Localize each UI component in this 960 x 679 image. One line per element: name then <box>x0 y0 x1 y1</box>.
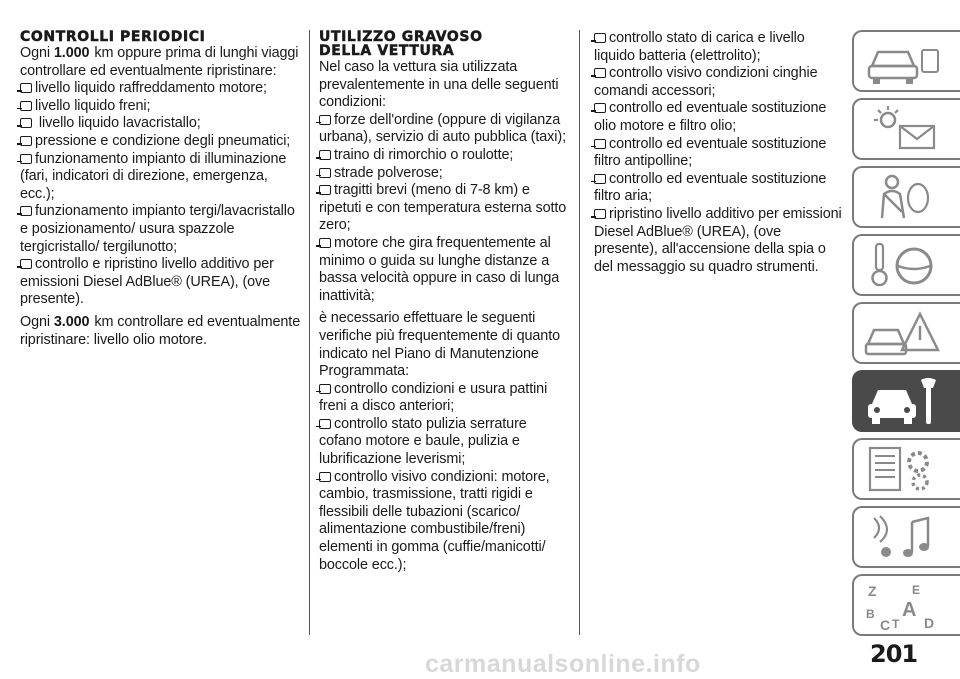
list-item: strade polverose; <box>319 165 571 183</box>
outro-paragraph: Ogni 3.000 km controllare ed eventualmente ripristinare: livello olio motore. <box>20 313 301 348</box>
list-item: ripristino livello additivo per emissioni Diesel AdBlue® (UREA), (ove presente), all'accensione della spia o del messaggio su quadro strumenti. <box>594 205 842 275</box>
check-bullet-icon <box>319 168 331 178</box>
index-letter: B <box>866 607 875 621</box>
list-item: livello liquido lavacristallo; <box>20 115 302 133</box>
intro-paragraph: Ogni 1.000 km oppure prima di lunghi viaggi controllare ed eventualmente ripristinare: <box>20 45 299 79</box>
index-letter: A <box>902 599 917 621</box>
index-letter: E <box>912 583 921 597</box>
car-wrench-icon <box>864 376 944 428</box>
list-item: controllo stato di carica e livello liquido batteria (elettrolito); <box>594 30 805 64</box>
tab-starting-driving[interactable] <box>852 234 960 296</box>
column-utilizzo-gravoso <box>319 30 571 574</box>
index-letter: C <box>880 617 891 632</box>
check-bullet-icon <box>594 174 606 184</box>
column-divider <box>579 30 580 635</box>
tab-technical-data[interactable] <box>852 438 960 500</box>
tab-maintenance[interactable] <box>852 370 960 432</box>
watermark: carmanualsonline.info <box>425 650 701 678</box>
check-bullet-icon <box>594 33 606 43</box>
check-bullet-icon <box>319 384 331 394</box>
list-item: controllo ed eventuale sostituzione filtro aria; <box>594 170 827 205</box>
seatbelt-airbag-icon <box>864 172 944 224</box>
check-bullet-icon <box>20 83 32 93</box>
check-bullet-icon <box>319 472 331 482</box>
list-item: traino di rimorchio o roulotte; <box>319 147 571 165</box>
list-item: controllo ed eventuale sostituzione filtro antipolline; <box>594 135 827 170</box>
list-item: controllo e ripristino livello additivo per emissioni Diesel AdBlue® (UREA), (ove presente). <box>20 256 274 308</box>
conditions-list <box>319 112 571 306</box>
list-item: controllo visivo condizioni: motore, cambio, trasmissione, tratti rigidi e flessibili delle tubazioni (scarico/ alimentazione combustibile/freni) elementi in gomma (cuffie/manicotti/ boccole ecc.); <box>319 468 550 573</box>
alphabet-index-icon <box>864 580 944 632</box>
list-item: pressione e condizione degli pneumatici; <box>20 133 302 151</box>
tab-vehicle-overview[interactable] <box>852 30 960 92</box>
list-item: forze dell'ordine (oppure di vigilanza urbana), servizio di auto pubblica (taxi); <box>319 111 566 146</box>
intro-paragraph: Nel caso la vettura sia utilizzata prevalentemente in una delle seguenti condizioni: <box>319 59 559 111</box>
check-bullet-icon <box>319 419 331 429</box>
check-bullet-icon <box>20 101 32 111</box>
section-heading: UTILIZZO GRAVOSO DELLA VETTURA <box>319 29 483 59</box>
check-bullet-icon <box>594 209 606 219</box>
check-bullet-icon <box>20 118 32 128</box>
list-item: controllo visivo condizioni cinghie comandi accessori; <box>594 65 818 99</box>
check-bullet-icon <box>594 139 606 149</box>
wireless-music-icon <box>864 512 944 564</box>
sun-envelope-icon <box>864 104 944 156</box>
tab-multimedia[interactable] <box>852 506 960 568</box>
list-item: livello liquido freni; <box>20 98 302 116</box>
tab-index[interactable] <box>852 574 960 636</box>
list-item: controllo ed eventuale sostituzione olio motore e filtro olio; <box>594 100 827 134</box>
checks-list <box>319 381 571 575</box>
list-item: motore che gira frequentemente al minimo o guida su lunghe distanze a bassa velocità oppure in caso di lunga inattività; <box>319 234 560 304</box>
list-item: controllo stato pulizia serrature cofano motore e baule, pulizia e lubrificazione leverismi; <box>319 415 527 468</box>
check-bullet-icon <box>20 136 32 146</box>
check-bullet-icon <box>594 103 606 113</box>
checklist <box>20 80 302 309</box>
check-bullet-icon <box>594 68 606 78</box>
car-warning-triangle-icon <box>864 308 944 360</box>
car-front-icon <box>864 36 944 88</box>
check-bullet-icon <box>319 185 331 195</box>
column-controlli-periodici <box>20 30 302 349</box>
index-letter: T <box>892 617 900 631</box>
tab-warning-lights[interactable] <box>852 98 960 160</box>
check-bullet-icon <box>319 238 331 248</box>
list-item: controllo condizioni e usura pattini freni a disco anteriori; <box>319 380 548 415</box>
list-item: funzionamento impianto tergi/lavacristallo e posizionamento/ usura spazzole tergicristallo/ tergilunotto; <box>20 203 295 255</box>
index-letter: D <box>924 615 935 631</box>
list-item: funzionamento impianto di illuminazione (fari, indicatori di direzione, emergenza, ecc.); <box>20 150 287 202</box>
document-gear-icon <box>864 444 944 496</box>
page-number: 201 <box>870 640 918 668</box>
section-heading: CONTROLLI PERIODICI <box>20 29 206 45</box>
check-bullet-icon <box>319 150 331 160</box>
check-bullet-icon <box>20 154 32 164</box>
column-divider <box>309 30 310 635</box>
middle-paragraph: è necessario effettuare le seguenti verifiche più frequentemente di quanto indicato nel Piano di Manutenzione Programmata: <box>319 310 561 380</box>
column-continued-checks <box>594 30 844 276</box>
tab-safety[interactable] <box>852 166 960 228</box>
check-bullet-icon <box>20 259 32 269</box>
index-letter: Z <box>868 583 877 599</box>
key-steering-wheel-icon <box>864 240 944 292</box>
list-item: tragitti brevi (meno di 7-8 km) e ripetuti e con temperatura esterna sotto zero; <box>319 182 567 234</box>
tab-emergency[interactable] <box>852 302 960 364</box>
list-item: livello liquido raffreddamento motore; <box>20 80 302 98</box>
check-bullet-icon <box>319 115 331 125</box>
check-bullet-icon <box>20 206 32 216</box>
